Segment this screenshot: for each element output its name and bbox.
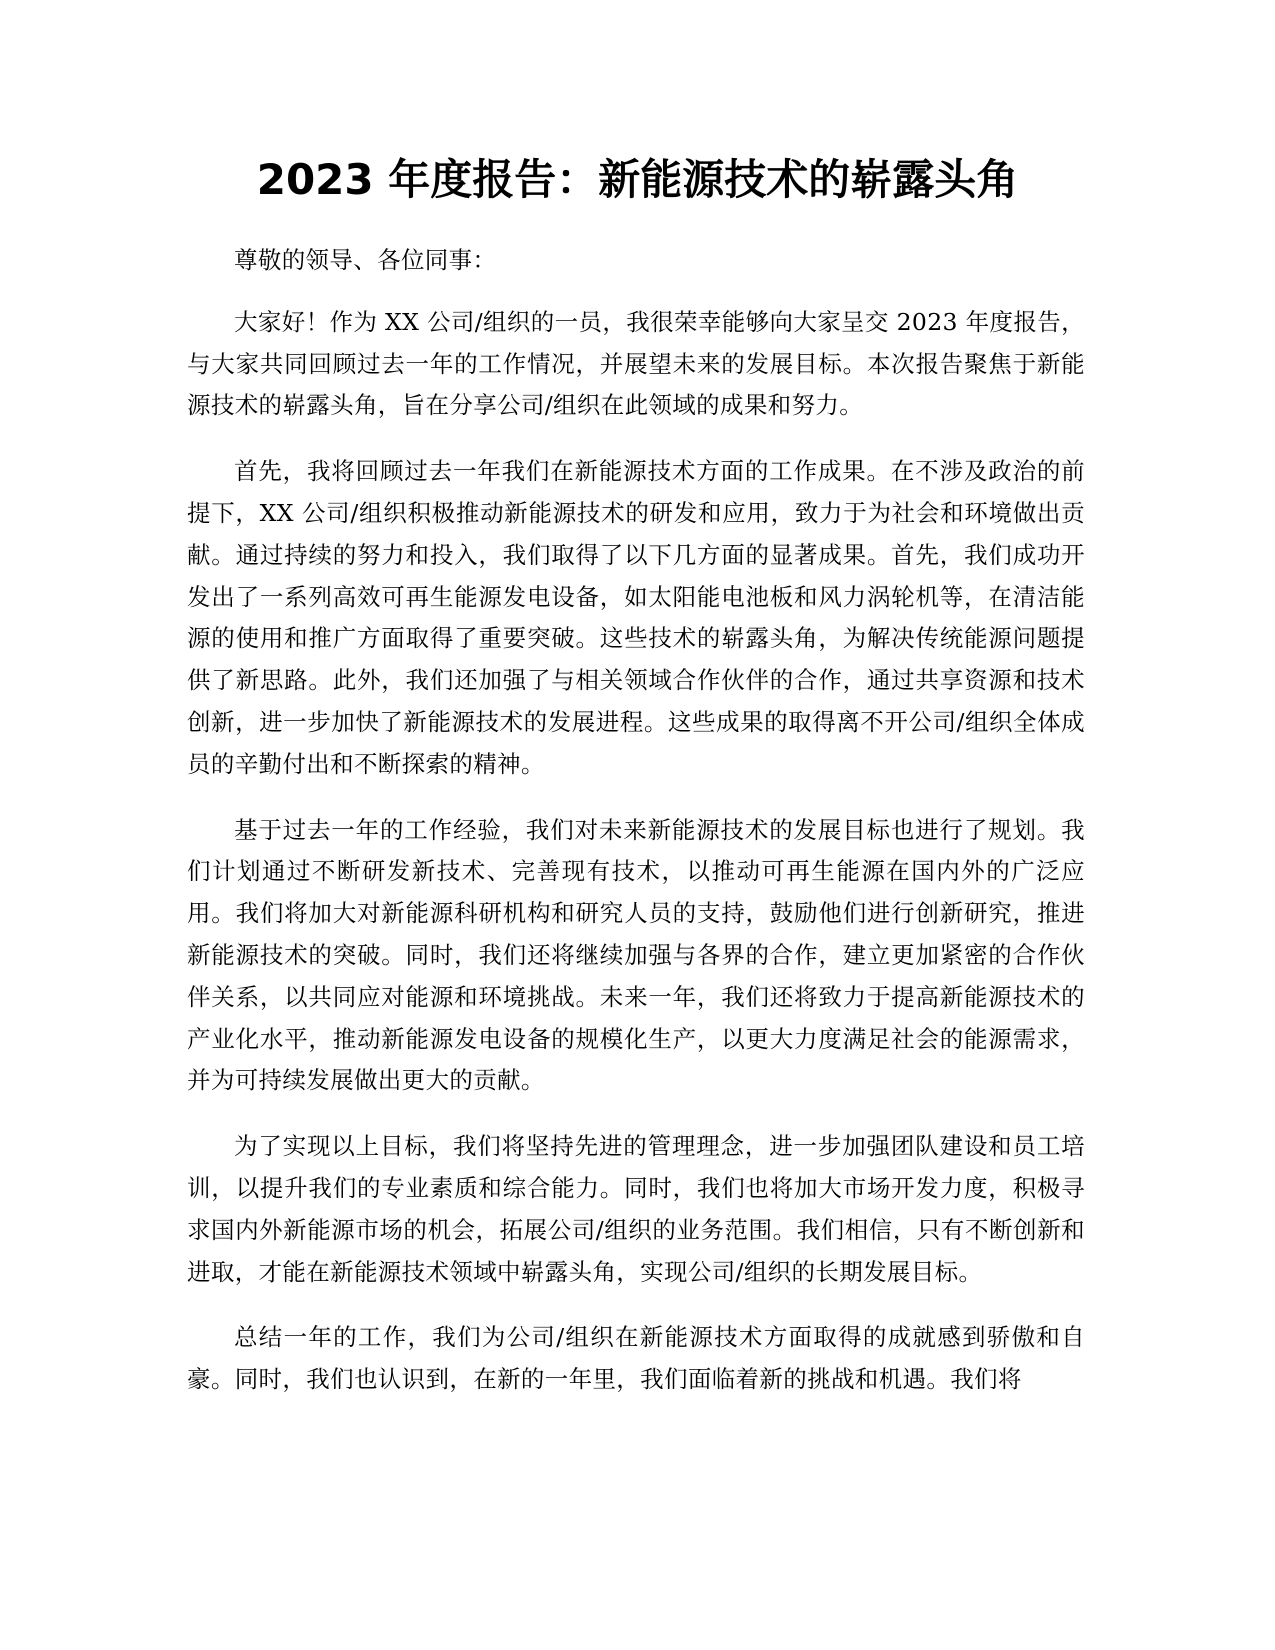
achievements-paragraph: 首先，我将回顾过去一年我们在新能源技术方面的工作成果。在不涉及政治的前提下，XX 公司/组织积极推动新能源技术的研发和应用，致力于为社会和环境做出贡献。通过持续的努力和投入，我们取得了以下几方面的显著成果。首先，我们成功开发出了一系列高效可再生能源发电设备，如太阳能电池板和风力涡轮机等，在清洁能源的使用和推广方面取得了重要突破。这些技术的崭露头角，为解决传统能源问题提供了新思路。此外，我们还加强了与相关领域合作伙伴的合作，通过共享资源和技术创新，进一步加快了新能源技术的发展进程。这些成果的取得离不开公司/组织全体成员的辛勤付出和不断探索的精神。 — [187, 457, 1085, 778]
salutation-paragraph: 尊敬的领导、各位同事： — [234, 246, 497, 274]
document-body — [187, 240, 1085, 1425]
document-title: 2023 年度报告：新能源技术的崭露头角 — [256, 155, 1019, 204]
intro-paragraph: 大家好！作为 XX 公司/组织的一员，我很荣幸能够向大家呈交 2023 年度报告，与大家共同回顾过去一年的工作情况，并展望未来的发展目标。本次报告聚焦于新能源技术的崭露头角，旨在分享公司/组织在此领域的成果和努力。 — [187, 307, 1085, 420]
summary-paragraph: 总结一年的工作，我们为公司/组织在新能源技术方面取得的成就感到骄傲和自豪。同时，我们也认识到，在新的一年里，我们面临着新的挑战和机遇。我们将 — [187, 1323, 1085, 1394]
measures-paragraph: 为了实现以上目标，我们将坚持先进的管理理念，进一步加强团队建设和员工培训，以提升我们的专业素质和综合能力。同时，我们也将加大市场开发力度，积极寻求国内外新能源市场的机会，拓展公司/组织的业务范围。我们相信，只有不断创新和进取，才能在新能源技术领域中崭露头角，实现公司/组织的长期发展目标。 — [187, 1132, 1085, 1286]
plans-paragraph: 基于过去一年的工作经验，我们对未来新能源技术的发展目标也进行了规划。我们计划通过不断研发新技术、完善现有技术，以推动可再生能源在国内外的广泛应用。我们将加大对新能源科研机构和研究人员的支持，鼓励他们进行创新研究，推进新能源技术的突破。同时，我们还将继续加强与各界的合作，建立更加紧密的合作伙伴关系，以共同应对能源和环境挑战。未来一年，我们还将致力于提高新能源技术的产业化水平，推动新能源发电设备的规模化生产，以更大力度满足社会的能源需求，并为可持续发展做出更大的贡献。 — [187, 815, 1085, 1095]
